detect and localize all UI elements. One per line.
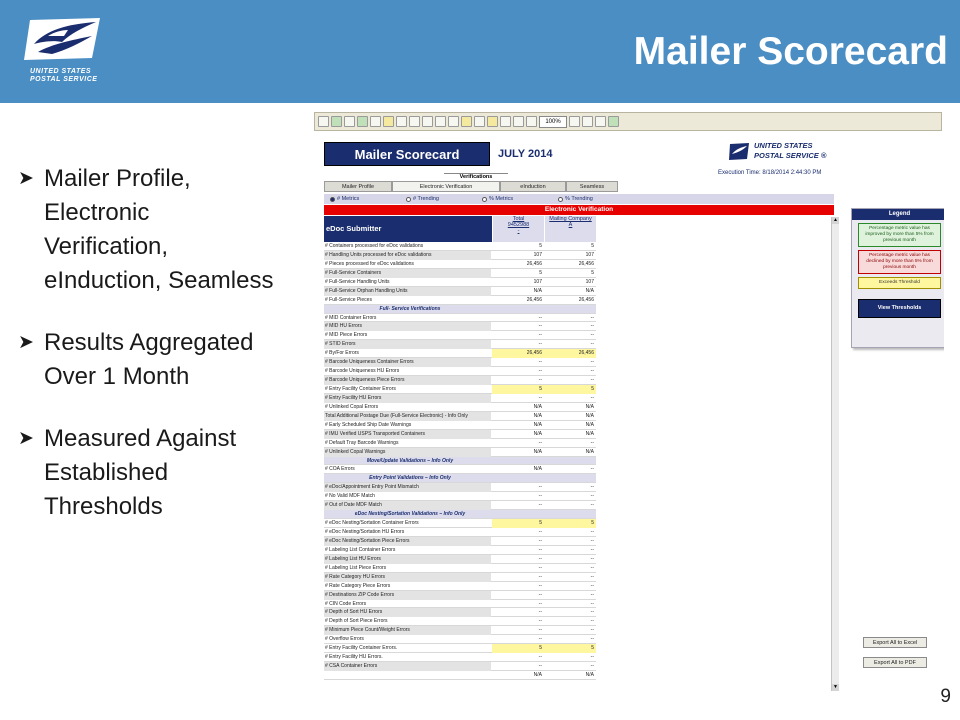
cell-company: 107 <box>585 278 594 285</box>
table-row <box>324 367 596 376</box>
row-label: # Entry Facility HU Errors <box>324 394 491 403</box>
cell-total: -- <box>538 591 542 598</box>
cell-company: N/A <box>585 287 594 294</box>
cell-total: -- <box>538 439 542 446</box>
cell-company: -- <box>590 627 594 634</box>
cell-total: -- <box>538 654 542 661</box>
cell-total: N/A <box>533 430 542 437</box>
table-row <box>324 564 596 573</box>
zoom-select[interactable]: 100% <box>539 116 567 128</box>
cell-company: 26,456 <box>578 296 594 303</box>
cell-company: -- <box>590 636 594 643</box>
table-row <box>324 385 596 394</box>
cell-company: -- <box>590 582 594 589</box>
radio-icon <box>558 197 563 202</box>
cell-company: -- <box>590 314 594 321</box>
cell-total: 107 <box>533 251 542 258</box>
table-row <box>324 465 596 474</box>
cell-total: N/A <box>533 672 542 678</box>
table-row <box>324 644 596 653</box>
row-label: # MID Container Errors <box>325 314 377 321</box>
refresh-icon[interactable] <box>608 116 619 127</box>
table-section-row <box>324 510 596 519</box>
dropdown-icon[interactable] <box>344 116 355 127</box>
dropdown-icon[interactable] <box>370 116 381 127</box>
cell-total: -- <box>538 484 542 491</box>
cell-company: -- <box>590 654 594 661</box>
row-label: # eDoc Nesting/Sortation Container Errors <box>325 520 419 527</box>
table-row <box>324 448 596 457</box>
row-label: # CSA Container Errors <box>324 662 491 671</box>
cell-company: N/A <box>585 412 594 419</box>
lock-icon[interactable] <box>487 116 498 127</box>
logo-line-1: UNITED STATES <box>30 68 92 75</box>
cell-company: -- <box>590 502 594 509</box>
cell-company: N/A <box>585 421 594 428</box>
cell-total: -- <box>538 636 542 643</box>
radio-icon <box>482 197 487 202</box>
slide-header <box>0 0 960 103</box>
cell-company: 5 <box>591 243 594 249</box>
bullet-item <box>18 162 318 298</box>
layout-icon[interactable] <box>513 116 524 127</box>
row-label: # IMU Verified USPS Transported Containers <box>324 430 491 439</box>
tab-mailer-profile[interactable]: Mailer Profile <box>324 181 392 192</box>
bullet-list <box>18 162 318 552</box>
table-row <box>324 635 596 644</box>
bullet-line: Thresholds <box>44 493 163 520</box>
table-row <box>324 600 596 609</box>
cell-total: 107 <box>533 278 542 285</box>
dropdown-icon[interactable] <box>569 116 580 127</box>
logo-line-2: POSTAL SERVICE <box>30 76 98 83</box>
bullet-item <box>18 326 318 394</box>
report-usps-logo <box>728 139 838 165</box>
table-section-row <box>324 457 596 466</box>
cell-company: -- <box>590 323 594 330</box>
cell-total: -- <box>538 493 542 500</box>
document-icon[interactable] <box>422 116 433 127</box>
table-row <box>324 582 596 591</box>
scroll-up-icon[interactable]: ▲ <box>833 217 838 223</box>
print-icon[interactable] <box>500 116 511 127</box>
table-row <box>324 314 596 323</box>
cell-total: N/A <box>533 421 542 428</box>
cell-total: 5 <box>492 644 544 653</box>
column-header-total[interactable] <box>492 216 544 242</box>
cell-total: -- <box>538 627 542 634</box>
row-label: Full- Service Verifications <box>379 305 441 312</box>
table-row <box>324 376 596 385</box>
note-icon[interactable] <box>461 116 472 127</box>
row-label: # eDoc Nesting/Sortation Piece Errors <box>324 537 491 546</box>
bullet-line: Results Aggregated <box>44 329 254 356</box>
row-label: Total Additional Postage Due (Full-Service Electronic) - Info Only <box>324 412 491 421</box>
metrics-table <box>324 242 596 680</box>
row-label: Entry Point Validations – Info Only <box>369 475 451 482</box>
cell-total: -- <box>538 618 542 625</box>
cell-total: 5 <box>492 519 544 528</box>
section-title-bar: Electronic Verification <box>324 205 834 215</box>
cell-total: -- <box>538 359 542 366</box>
cell-company: -- <box>590 555 594 562</box>
scroll-down-icon[interactable]: ▼ <box>833 684 838 690</box>
slide-title: Mailer Scorecard <box>633 30 948 73</box>
row-label: # CIN Code Errors <box>325 600 367 607</box>
table-row <box>324 394 596 403</box>
cell-total: N/A <box>533 403 542 410</box>
row-label: # Minimum Piece Count/Weight Errors <box>324 626 491 635</box>
row-label: # STID Errors <box>324 340 491 349</box>
bullet-line: Verification, <box>44 233 169 260</box>
cell-total: -- <box>538 323 542 330</box>
table-row <box>324 322 596 331</box>
logo-line-1: UNITED STATES <box>754 141 813 150</box>
cell-total: 5 <box>539 269 542 276</box>
cell-company: 5 <box>544 519 596 528</box>
view-thresholds-button[interactable]: View Thresholds <box>858 299 941 318</box>
edit-icon[interactable] <box>474 116 485 127</box>
column-header-company[interactable] <box>544 216 596 242</box>
row-label: # Barcode Uniqueness HU Errors <box>325 368 400 375</box>
bullet-line: Electronic <box>44 199 150 226</box>
table-row <box>324 519 596 528</box>
cell-total: -- <box>538 600 542 607</box>
arrow-bullet-icon: ➤ <box>18 332 34 353</box>
row-label: # Unlinked Copal Errors <box>325 403 379 410</box>
row-label: # Pieces processed for eDoc validations <box>325 260 414 267</box>
tab-einduction[interactable]: eInduction <box>500 181 566 192</box>
cell-company: -- <box>590 618 594 625</box>
cell-total: -- <box>538 573 542 580</box>
row-label: # Destinations ZIP Code Errors <box>324 591 491 600</box>
table-row <box>324 483 596 492</box>
row-label: # COA Errors <box>325 466 355 473</box>
home-icon[interactable] <box>318 116 329 127</box>
cell-total: N/A <box>533 466 542 473</box>
cell-company: N/A <box>585 403 594 410</box>
scorecard-screenshot <box>314 112 944 692</box>
folder-icon[interactable] <box>383 116 394 127</box>
table-row <box>324 608 596 617</box>
cell-total: -- <box>538 582 542 589</box>
table-row <box>324 662 596 671</box>
arrow-bullet-icon: ➤ <box>18 168 34 189</box>
row-label: Move/Update Validations – Info Only <box>366 457 454 464</box>
cell-total: N/A <box>533 448 542 455</box>
usps-logo-text <box>30 68 114 84</box>
column-header-line: - <box>517 228 520 234</box>
table-row <box>324 555 596 564</box>
export-pdf-button[interactable]: Export All to PDF <box>863 657 927 668</box>
column-header-line: Mailing Company <box>549 216 592 222</box>
bullet-item <box>18 422 318 524</box>
cell-company: -- <box>590 609 594 616</box>
radio-trending[interactable] <box>400 196 476 202</box>
radio-metrics[interactable] <box>324 196 400 202</box>
table-row <box>324 340 596 349</box>
table-row <box>324 260 596 269</box>
cell-total: -- <box>538 537 542 544</box>
report-month: JULY 2014 <box>498 148 553 160</box>
table-section-row <box>324 305 596 314</box>
row-label: # By/For Errors <box>325 350 359 357</box>
cell-total: N/A <box>533 412 542 419</box>
bullet-line: Measured Against <box>44 425 237 452</box>
cell-total: -- <box>538 555 542 562</box>
table-row <box>324 439 596 448</box>
radio-icon <box>406 197 411 202</box>
table-row <box>324 251 596 260</box>
column-header-line: Total <box>512 216 525 222</box>
cell-company: -- <box>590 493 594 500</box>
table-row <box>324 358 596 367</box>
bullet-line: Over 1 Month <box>44 363 190 390</box>
metric-radio-group <box>324 194 834 204</box>
row-label: # Containers processed for eDoc validations <box>325 243 424 249</box>
cell-total: 26,456 <box>526 296 542 303</box>
cell-company: -- <box>590 591 594 598</box>
row-label: # Barcode Uniqueness Container Errors <box>324 358 491 367</box>
cell-company: -- <box>590 663 594 670</box>
row-label: # Labeling List Container Errors <box>325 546 396 553</box>
row-label: # Entry Facility Container Errors <box>325 386 396 392</box>
cell-company: 26,456 <box>578 260 594 267</box>
eagle-icon <box>728 142 750 162</box>
cell-company: -- <box>590 546 594 553</box>
table-row <box>324 546 596 555</box>
row-label: # Unlinked Copal Warnings <box>324 448 491 457</box>
table-row <box>324 269 596 278</box>
row-label: # Labeling List Piece Errors <box>325 564 387 571</box>
document-icon[interactable] <box>435 116 446 127</box>
row-label: # MID Piece Errors <box>325 332 368 339</box>
table-row <box>324 412 596 421</box>
grid-header <box>324 216 596 242</box>
tab-electronic-verification[interactable]: Electronic Verification <box>392 181 500 192</box>
cell-total: -- <box>538 546 542 553</box>
row-label: # eDoc Nesting/Sortation HU Errors <box>325 529 405 535</box>
page-number: 9 <box>940 686 951 707</box>
cell-company: -- <box>590 466 594 473</box>
radio-pct-metrics[interactable] <box>476 196 552 202</box>
row-label: # No Valid MDF Match <box>325 493 375 500</box>
table-row <box>324 430 596 439</box>
cell-company: -- <box>590 359 594 366</box>
document-icon[interactable] <box>448 116 459 127</box>
grid-header-label: eDoc Submitter <box>324 216 492 242</box>
row-label: # eDoc/Appointment Entry Point Mismatch <box>324 483 491 492</box>
cell-company: -- <box>590 529 594 535</box>
row-label: # Depth of Sort Piece Errors <box>325 618 388 625</box>
verifications-group-label: Verifications <box>444 173 508 182</box>
cell-total: -- <box>538 314 542 321</box>
report-toolbar <box>314 112 942 131</box>
table-section-row <box>324 474 596 483</box>
cell-company: -- <box>590 573 594 580</box>
row-label: # Rate Category Piece Errors <box>325 582 391 589</box>
scorecard-report <box>322 137 938 692</box>
row-label: # Rate Category HU Errors <box>324 573 491 582</box>
cell-company: -- <box>590 368 594 375</box>
cell-total: -- <box>538 368 542 375</box>
row-label: # Barcode Uniqueness Piece Errors <box>324 376 491 385</box>
cell-total: N/A <box>533 287 542 294</box>
table-row <box>324 278 596 287</box>
radio-pct-trending[interactable] <box>552 196 628 202</box>
table-row <box>324 653 596 662</box>
row-label: # Depth of Sort HU Errors <box>324 608 491 617</box>
cell-total: -- <box>538 609 542 616</box>
cell-company: -- <box>590 564 594 571</box>
table-row <box>324 296 596 305</box>
row-label: # Early Scheduled Ship Date Warnings <box>325 421 412 428</box>
export-icon[interactable] <box>582 116 593 127</box>
legend-panel <box>851 208 944 348</box>
cell-company: -- <box>590 439 594 446</box>
cell-company: -- <box>590 484 594 491</box>
column-header-line: A <box>568 222 573 228</box>
cell-total: 26,456 <box>492 349 544 358</box>
cell-company: 5 <box>544 644 596 653</box>
cell-total: -- <box>538 341 542 348</box>
cell-company: -- <box>590 332 594 339</box>
cell-company: 5 <box>544 385 596 394</box>
cell-company: -- <box>590 394 594 401</box>
table-row <box>324 403 596 412</box>
cell-company: 26,456 <box>544 349 596 358</box>
cell-total: -- <box>538 663 542 670</box>
eagle-icon <box>22 14 102 66</box>
row-label: # MID HU Errors <box>324 322 491 331</box>
table-row <box>324 537 596 546</box>
row-label: # Default Tray Barcode Warnings <box>325 439 399 446</box>
legend-exceeds: Exceeds Threshold <box>858 277 941 289</box>
cell-company: 107 <box>585 251 594 258</box>
table-row <box>324 617 596 626</box>
legend-improved: Percentage metric value has improved by more than 5% from previous month <box>858 223 941 247</box>
report-title: Mailer Scorecard <box>324 142 490 166</box>
cell-total: -- <box>538 377 542 384</box>
bullet-line: Mailer Profile, <box>44 165 191 192</box>
table-row <box>324 573 596 582</box>
cell-total: 5 <box>539 243 542 249</box>
logo-line-2: POSTAL SERVICE ® <box>754 151 827 160</box>
row-label: eDoc Nesting/Sortation Validations – Info Only <box>354 511 466 518</box>
radio-label: # Trending <box>413 196 439 202</box>
tab-seamless[interactable]: Seamless <box>566 181 618 192</box>
row-label: # Full-Service Handling Units <box>325 278 390 285</box>
row-label: # Full-Service Pieces <box>325 296 372 303</box>
cell-total: -- <box>538 502 542 509</box>
table-row <box>324 492 596 501</box>
cell-total: -- <box>538 332 542 339</box>
forward-icon[interactable] <box>357 116 368 127</box>
table-row <box>324 287 596 296</box>
table-row <box>324 349 596 358</box>
usps-eagle-logo <box>22 14 108 86</box>
row-label: # Full-Service Orphan Handling Units <box>324 287 491 296</box>
cell-total: -- <box>538 394 542 401</box>
cell-company: -- <box>590 600 594 607</box>
execution-time: Execution Time: 8/18/2014 2:44:30 PM <box>718 170 822 176</box>
table-row <box>324 528 596 537</box>
back-icon[interactable] <box>331 116 342 127</box>
table-row <box>324 501 596 510</box>
radio-label: % Trending <box>565 196 593 202</box>
column-header-line: 9452988 <box>507 222 530 228</box>
radio-label: % Metrics <box>489 196 514 202</box>
table-row <box>324 671 596 680</box>
legend-title: Legend <box>852 209 944 220</box>
row-label: # Handling Units processed for eDoc validations <box>324 251 491 260</box>
cell-company: N/A <box>585 672 594 678</box>
bullet-line: Established <box>44 459 169 486</box>
row-label: # Full-Service Containers <box>324 269 491 278</box>
legend-declined: Percentage metric value has declined by more than 5% from previous month <box>858 250 941 274</box>
document-icon[interactable] <box>409 116 420 127</box>
report-tabs <box>324 181 618 193</box>
cell-total: -- <box>538 529 542 535</box>
row-label: # Entry Facility Container Errors. <box>325 645 398 652</box>
dropdown-icon[interactable] <box>526 116 537 127</box>
row-label: # Entry Facility HU Errors. <box>325 654 383 661</box>
table-row <box>324 626 596 635</box>
row-label: # Labeling List HU Errors <box>324 555 491 564</box>
radio-label: # Metrics <box>337 196 360 202</box>
cell-company: N/A <box>585 448 594 455</box>
table-row <box>324 591 596 600</box>
bullet-line: eInduction, Seamless <box>44 267 274 294</box>
table-row <box>324 331 596 340</box>
table-row <box>324 421 596 430</box>
cell-company: -- <box>590 377 594 384</box>
arrow-bullet-icon: ➤ <box>18 428 34 449</box>
table-row <box>324 242 596 251</box>
radio-selected-icon <box>330 197 335 202</box>
export-excel-button[interactable]: Export All to Excel <box>863 637 927 648</box>
cell-company: -- <box>590 537 594 544</box>
export-icon[interactable] <box>595 116 606 127</box>
row-label: # Overflow Errors <box>325 636 364 643</box>
vertical-scrollbar[interactable] <box>831 217 839 691</box>
cell-company: -- <box>590 341 594 348</box>
cell-company: 5 <box>591 269 594 276</box>
row-label: # Out of Date MDF Match <box>324 501 491 510</box>
cell-total: 26,456 <box>526 260 542 267</box>
save-icon[interactable] <box>396 116 407 127</box>
cell-total: -- <box>538 564 542 571</box>
cell-total: 5 <box>492 385 544 394</box>
cell-company: N/A <box>585 430 594 437</box>
